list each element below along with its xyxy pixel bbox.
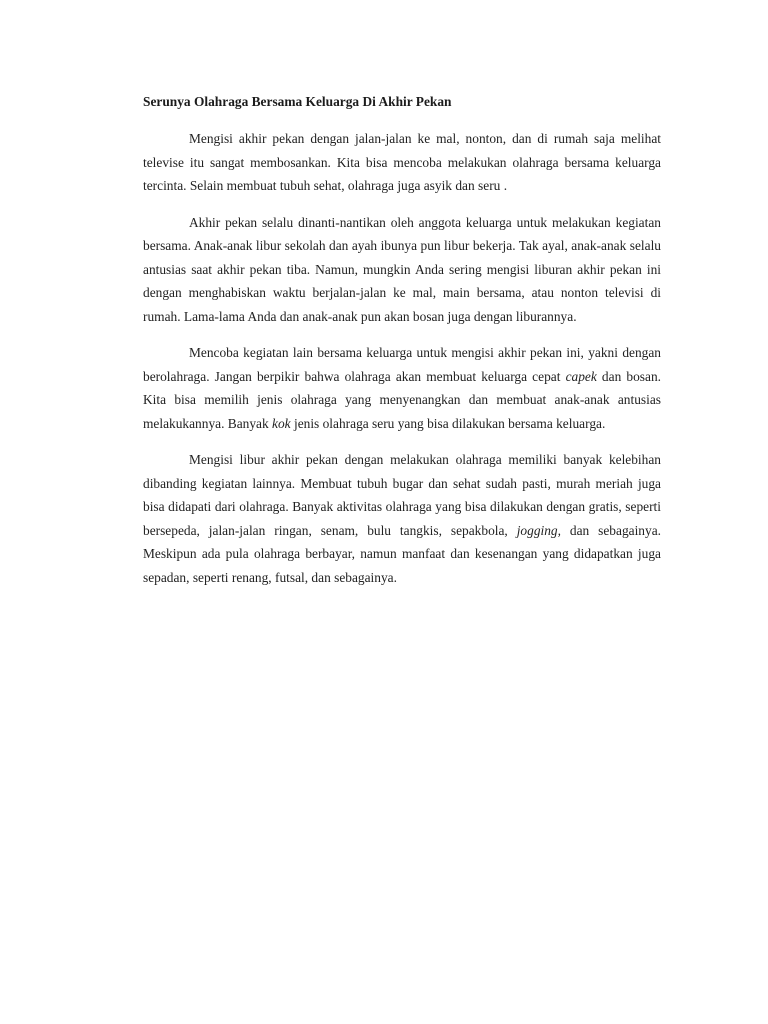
- paragraph: [143, 127, 661, 198]
- paragraph: [143, 341, 661, 435]
- italic-term: jogging,: [516, 522, 561, 538]
- paragraph-text: Mengisi libur akhir pekan dengan melakukan olahraga memiliki banyak kelebihan dibanding kegiatan lainnya. Membuat tubuh bugar dan sehat sudah pasti, murah meriah juga bisa didapati dari olahraga. Banyak aktivitas olahraga yang bisa dilakukan dengan gratis, seperti bersepeda, jalan-jalan ringan, senam, bulu tangkis, sepakbola,: [143, 452, 661, 538]
- paragraph-text: dan bosan. Kita bisa memilih jenis olahraga yang menyenangkan dan membuat anak-anak antusias melakukannya. Banyak: [143, 368, 661, 431]
- document-title: Serunya Olahraga Bersama Keluarga Di Akhir Pekan: [143, 94, 452, 109]
- paragraph-text: dan sebagainya. Meskipun ada pula olahraga berbayar, namun manfaat dan kesenangan yang didapatkan juga sepadan, seperti renang, futsal, dan sebagainya.: [143, 522, 661, 585]
- paragraph: [143, 211, 661, 329]
- paragraph-text: Akhir pekan selalu dinanti-nantikan oleh anggota keluarga untuk melakukan kegiatan bersama. Anak-anak libur sekolah dan ayah ibunya pun libur bekerja. Tak ayal, anak-anak selalu antusias saat akhir pekan tiba. Namun, mungkin Anda sering mengisi liburan akhir pekan ini dengan menghabiskan waktu berjalan-jalan ke mal, main bersama, atau nonton televisi di rumah. Lama-lama Anda dan anak-anak pun akan bosan juga dengan liburannya.: [143, 214, 661, 324]
- paragraph-text: Mencoba kegiatan lain bersama keluarga untuk mengisi akhir pekan ini, yakni dengan berolahraga. Jangan berpikir bahwa olahraga akan membuat keluarga cepat: [143, 345, 661, 384]
- italic-term: kok: [272, 415, 291, 431]
- document-body: [143, 92, 661, 602]
- paragraph: [143, 448, 661, 589]
- italic-term: capek: [565, 368, 597, 384]
- paragraph-text: Mengisi akhir pekan dengan jalan-jalan ke mal, nonton, dan di rumah saja melihat televise itu sangat membosankan. Kita bisa mencoba melakukan olahraga bersama keluarga tercinta. Selain membuat tubuh sehat, olahraga juga asyik dan seru .: [143, 131, 661, 193]
- paragraph-text: jenis olahraga seru yang bisa dilakukan bersama keluarga.: [290, 415, 606, 431]
